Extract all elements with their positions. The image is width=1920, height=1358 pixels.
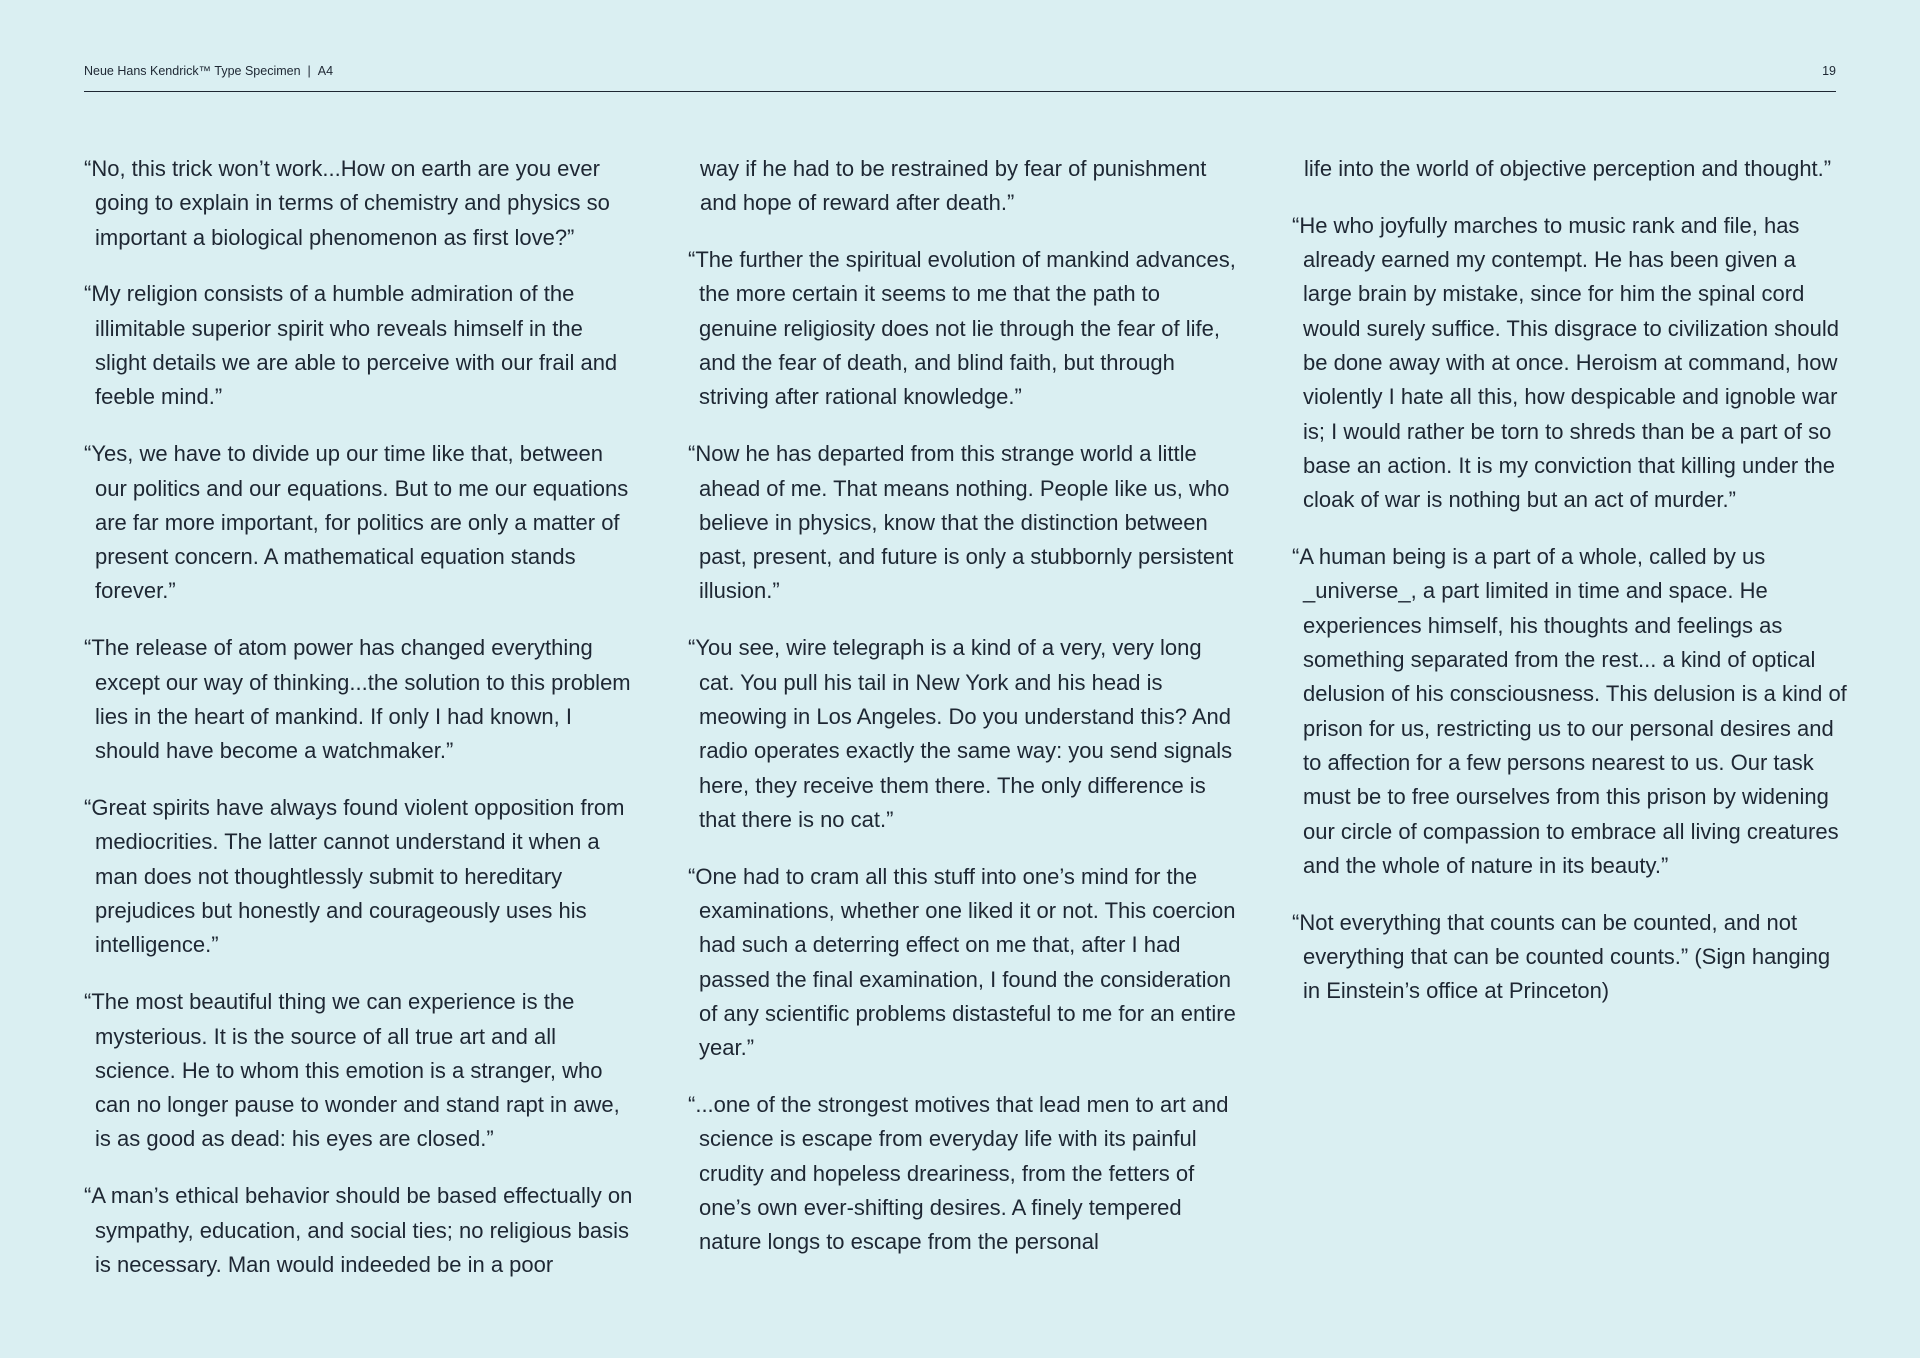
header-separator: | (307, 64, 311, 78)
quote-paragraph: “A human being is a part of a whole, called by us _universe_, a part limited in time and space. He experiences himself, his thoughts and feelings as something separated from the rest... a kind of optical delusion of his consciousness. This delusion is a kind of prison for us, restricting us to our personal desires and to affection for a few persons nearest to us. Our task must be to free ourselves from this prison by widening our circle of compassion to embrace all living creatures and the whole of nature in its beauty.” (1292, 544, 1847, 878)
page-header (84, 62, 1836, 84)
quote-paragraph: “...one of the strongest motives that lead men to art and science is escape from everyday life with its painful crudity and hopeless dreariness, from the fetters of one’s own ever-shifting desires. A finely tempered nature longs to escape from the personal (688, 1092, 1229, 1255)
quote-paragraph: “One had to cram all this stuff into one’s mind for the examinations, whether one liked it or not. This coercion had such a deterring effect on me that, after I had passed the final examination, I found the consideration of any scientific problems distasteful to me for an entire year.” (688, 863, 1236, 1061)
quote-paragraph: “Now he has departed from this strange world a little ahead of me. That means nothing. People like us, who believe in physics, know that the distinction between past, present, and future is only a stubbornly persistent illusion.” (688, 441, 1234, 604)
text-column-2 (688, 152, 1243, 1282)
quote-paragraph: “The release of atom power has changed everything except our way of thinking...the solution to this problem lies in the heart of mankind. If only I had known, I should have become a watchmaker.” (84, 635, 631, 764)
quote-paragraph: “The further the spiritual evolution of mankind advances, the more certain it seems to me that the path to genuine religiosity does not lie through the fear of life, and the fear of death, and blind faith, but through striving after rational knowledge.” (688, 247, 1236, 410)
quote-paragraph: “The most beautiful thing we can experience is the mysterious. It is the source of all true art and all science. He to whom this emotion is a stranger, who can no longer pause to wonder and stand rapt in awe, is as good as dead: his eyes are closed.” (84, 989, 620, 1152)
quote-continuation: way if he had to be restrained by fear of punishment and hope of reward after death.” (700, 156, 1207, 216)
header-left (84, 64, 333, 78)
header-rule (84, 91, 1836, 92)
quote-continuation: life into the world of objective perception and thought.” (1304, 156, 1832, 181)
quote-paragraph: “He who joyfully marches to music rank and file, has already earned my contempt. He has been given a large brain by mistake, since for him the spinal cord would surely suffice. This disgrace to civilization should be done away with at once. Heroism at command, how violently I hate all this, how despicable and ignoble war is; I would rather be torn to shreds than be a part of so base an action. It is my conviction that killing under the cloak of war is nothing but an act of murder.” (1292, 212, 1840, 513)
quote-paragraph: “You see, wire telegraph is a kind of a very, very long cat. You pull his tail in New York and his head is meowing in Los Angeles. Do you understand this? And radio operates exactly the same way: you send signals here, they receive them there. The only difference is that there is no cat.” (688, 635, 1233, 832)
page-number: 19 (1822, 64, 1836, 78)
text-column-3 (1292, 152, 1847, 1031)
specimen-title: Neue Hans Kendrick™ Type Specimen (84, 64, 301, 78)
quote-paragraph: “A man’s ethical behavior should be based effectually on sympathy, education, and social ties; no religious basis is necessary. Man would indeeded be in a poor (84, 1183, 633, 1277)
quote-paragraph: “Yes, we have to divide up our time like that, between our politics and our equations. But to me our equations are far more important, for politics are only a matter of present concern. A mathematical equation stands forever.” (84, 441, 629, 604)
quote-paragraph: “Great spirits have always found violent opposition from mediocrities. The latter cannot understand it when a man does not thoughtlessly submit to hereditary prejudices but honestly and courageously uses his intelligence.” (84, 795, 625, 958)
page-format: A4 (317, 64, 334, 78)
quote-paragraph: “No, this trick won’t work...How on earth are you ever going to explain in terms of chemistry and physics so important a biological phenomenon as first love?” (84, 156, 610, 250)
quote-paragraph: “My religion consists of a humble admiration of the illimitable superior spirit who reveals himself in the slight details we are able to perceive with our frail and feeble mind.” (84, 281, 618, 410)
text-column-1 (84, 152, 639, 1305)
quote-paragraph: “Not everything that counts can be counted, and not everything that can be counted counts.” (Sign hanging in Einstein’s office at Princeton) (1292, 909, 1831, 1004)
